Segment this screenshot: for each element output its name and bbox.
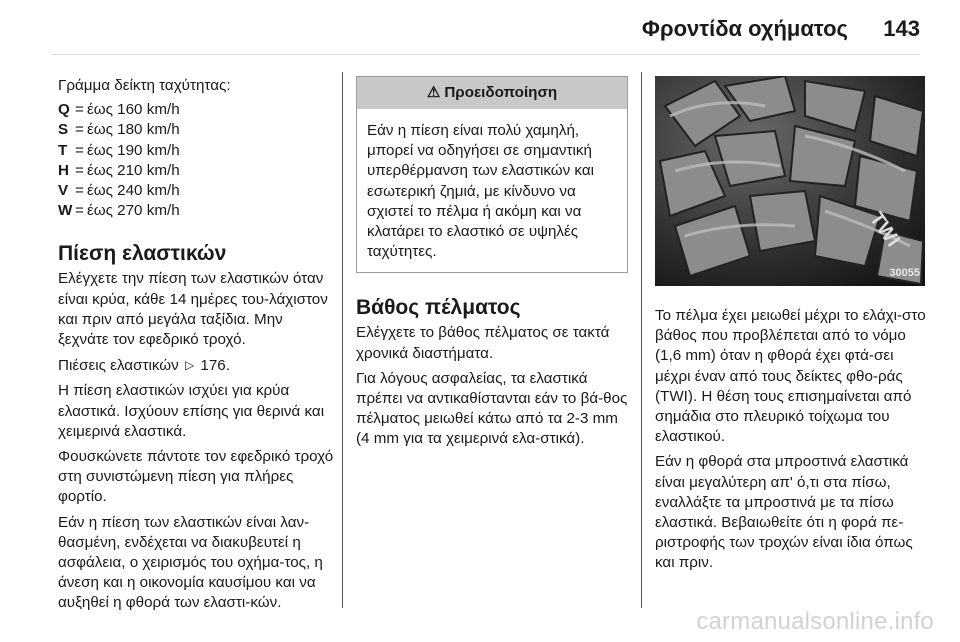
paragraph: Ελέγχετε την πίεση των ελαστικών όταν είναι κρύα, κάθε 14 ημέρες του-λάχιστον και πριν από μεγάλα ταξίδια. Μην ξεχνάτε τον εφεδρικό τροχό. (58, 270, 328, 348)
page-header (0, 0, 960, 58)
tire-tread-illustration (655, 76, 925, 286)
page-title: Φροντίδα οχήματος (641, 16, 848, 41)
speed-index-intro: Γράμμα δείκτη ταχύτητας: (58, 77, 231, 94)
speed-equals: = (75, 161, 84, 179)
speed-equals: = (75, 181, 84, 199)
warning-body: Εάν η πίεση είναι πολύ χαμηλή, μπορεί να οδηγήσει σε σημαντική υπερθέρμανση των ελαστικών και εσωτερική ζημιά, με κίνδυνο να σχιστεί το πέλμα ή ακόμη και να κλατάρει το ελαστικό σε υψηλές ταχύτητες. (367, 122, 594, 261)
paragraph: Εάν η πίεση των ελαστικών είναι λαν-θασμένη, ενδέχεται να διακυβευτεί η ασφάλεια, ο χειρισμός του οχήμα-τος, η άνεση και η οικονομία καυσίμου και να αυξηθεί η φθορά των ελαστι-κών. (58, 513, 323, 612)
warning-header (357, 77, 627, 109)
tread-wear-indicator-image (655, 76, 925, 286)
speed-row (58, 181, 336, 201)
page-number: 143 (883, 16, 920, 41)
speed-row (58, 120, 336, 140)
speed-value: έως 210 km/h (87, 161, 180, 179)
speed-equals: = (75, 202, 84, 220)
paragraph: Ελέγχετε το βάθος πέλματος σε τακτά χρονικά διαστήματα. (356, 324, 610, 362)
reference-text: Πιέσεις ελαστικών (58, 357, 179, 375)
speed-equals: = (75, 101, 84, 119)
paragraph: Εάν η φθορά στα μπροστινά ελαστικά είναι μεγαλύτερη απ' ό,τι στα πίσω, εναλλάξτε τα μπροστινά με τα πίσω ελαστικά. Βεβαιωθείτε ότι η φορά πε-ριστροφής των τροχών είναι ίδια όπως και πριν. (655, 453, 913, 572)
reference-arrow-icon[interactable]: ▷ (184, 358, 195, 373)
speed-row (58, 201, 336, 221)
speed-value: έως 180 km/h (87, 121, 180, 139)
speed-row (58, 141, 336, 161)
figure-code: 30055 (889, 266, 920, 279)
speed-value: έως 190 km/h (87, 141, 180, 159)
speed-code: T (58, 141, 68, 159)
speed-equals: = (75, 121, 84, 139)
paragraph: Για λόγους ασφαλείας, τα ελαστικά πρέπει να αντικαθίστανται εάν το βά-θος πέλματος μειωθεί κάτω από τα 2-3 mm (4 mm για τα χειμερινά ελα-στικά). (356, 369, 628, 448)
speed-row (58, 161, 336, 181)
warning-box (356, 76, 628, 273)
section-heading-tire-pressure: Πίεση ελαστικών (58, 242, 227, 266)
paragraph: Φουσκώνετε πάντοτε τον εφεδρικό τροχό στη συνιστώμενη πίεση για πλήρες φορτίο. (58, 447, 334, 506)
speed-code: S (58, 121, 69, 139)
speed-value: έως 240 km/h (87, 181, 180, 199)
speed-code: V (58, 181, 69, 199)
column-divider-left (342, 72, 343, 608)
column-divider-right (641, 72, 642, 608)
paragraph: Η πίεση ελαστικών ισχύει για κρύα ελαστικά. Ισχύουν επίσης για θερινά και χειμερινά ελαστικά. (58, 382, 325, 440)
speed-row (58, 100, 336, 120)
paragraph-reference (58, 355, 336, 376)
speed-code: H (58, 161, 69, 179)
speed-code: W (58, 202, 73, 220)
speed-code: Q (58, 101, 70, 119)
speed-index-list (58, 100, 336, 221)
twi-marking-label: TWI (864, 208, 904, 251)
warning-triangle-icon: ⚠ (426, 83, 441, 101)
section-heading-tread-depth: Βάθος πέλματος (356, 296, 521, 320)
column-left (58, 76, 336, 619)
reference-page-link[interactable]: 176. (200, 357, 230, 375)
warning-title: Προειδοποίηση (444, 83, 558, 101)
column-right (655, 76, 930, 579)
speed-value: έως 270 km/h (87, 202, 180, 220)
header-divider (52, 54, 920, 55)
paragraph: Το πέλμα έχει μειωθεί μέχρι το ελάχι-στο βάθος που προβλέπεται από το νόμο (1,6 mm) όταν η φθορά έχει φτά-σει μέχρι έναν από τους δείκτες φθο-ράς (TWI). Η θέση τους επισημαίνεται από σημάδια στο πλευρικό τοίχωμα του ελαστικού. (655, 307, 926, 446)
speed-equals: = (75, 141, 84, 159)
column-middle (356, 76, 628, 455)
speed-value: έως 160 km/h (87, 101, 180, 119)
watermark: carmanualsonline.info (696, 608, 934, 635)
